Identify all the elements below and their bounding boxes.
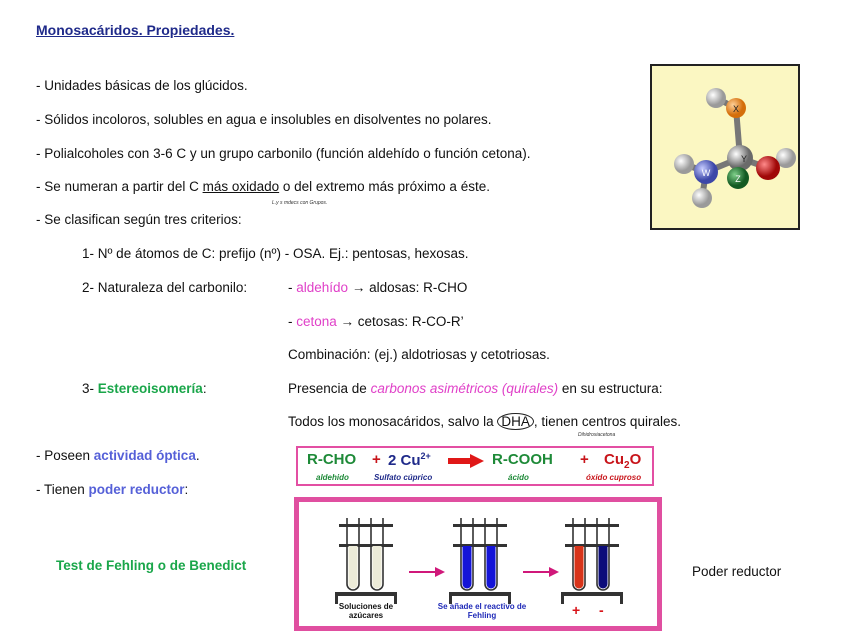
criterion-2-combination: Combinación: (ej.) aldotriosas y cetotriosas.: [288, 347, 550, 362]
oxygen-atom: [756, 156, 780, 180]
caption-add-fehling: [423, 602, 541, 620]
eq-term-oxide: [604, 451, 641, 471]
dha-handwritten-note: Dihidroxiacetona: [578, 432, 616, 438]
eq-oxide-o: O: [629, 451, 642, 468]
aldehido-word: aldehído: [296, 280, 349, 295]
hydrogen-atom: [706, 88, 726, 108]
c3-line1-paren-close: ): [553, 381, 559, 396]
reaction-arrow-icon: [448, 454, 484, 468]
c3-line1-colored: carbonos asimétricos: [370, 381, 499, 396]
caption-sugar-solutions: [327, 602, 405, 620]
c3-line2-suffix: , tienen centros quirales.: [533, 414, 681, 429]
fehling-test-diagram: [294, 497, 662, 631]
dha-circled: DHA: [497, 413, 534, 430]
tube-rack-1: [335, 518, 397, 604]
atom-x-label: X: [732, 104, 740, 114]
caption-1-line-2: azúcares: [348, 611, 384, 620]
criterion-3-prefix: 3-: [82, 381, 98, 396]
eq-label-acido: ácido: [508, 473, 529, 482]
reducing-power-label: Poder reductor: [692, 564, 782, 579]
c3-line2-prefix: Todos los monosacáridos, salvo la: [288, 414, 498, 429]
eq-term-copper: [388, 451, 431, 469]
aldehido-dash: -: [288, 280, 297, 295]
c3-line1-quirales: quirales: [506, 381, 554, 396]
eq-copper-charge: 2+: [420, 451, 431, 461]
result-positive-sign: +: [572, 602, 581, 618]
c3-line1-suffix: en su estructura:: [558, 381, 663, 396]
hydrogen-atom: [692, 188, 712, 208]
tube-rack-2: [449, 518, 511, 604]
reducer-suffix: :: [184, 482, 189, 497]
criterion-2-aldehido: [288, 280, 467, 295]
eq-label-oxido: óxido cuproso: [586, 473, 642, 482]
criterion-3-line2: [288, 414, 681, 429]
criterion-2-cetona: [288, 314, 464, 329]
eq-plus-1: +: [372, 451, 381, 468]
bullet-reducer: [36, 482, 188, 497]
caption-2-line-2: Fehling: [467, 611, 497, 620]
atom-w-label: W: [701, 168, 711, 178]
eq-oxide-cu: Cu: [604, 451, 624, 468]
tube-rack-3: [561, 518, 623, 604]
optical-suffix: .: [195, 448, 200, 463]
numbering-suffix: o del extremo más próximo a éste.: [279, 179, 490, 194]
caption-2-line-1: Se añade el reactivo de: [437, 602, 527, 611]
bullet-numbering: [36, 179, 490, 194]
numbering-highlight: más oxidado: [202, 179, 280, 194]
criterion-3-label: [82, 381, 207, 396]
numbering-prefix: - Se numeran a partir del C: [36, 179, 203, 194]
bullet-polyalcohols: - Polialcoholes con 3-6 C y un grupo carbonilo (función aldehído o función cetona).: [36, 146, 531, 161]
eq-term-acid: R-COOH: [492, 451, 553, 468]
bullet-optical: [36, 448, 200, 463]
atom-y-label: Y: [740, 154, 748, 164]
molecule-model-image: [650, 64, 800, 230]
eq-label-aldehido: aldehido: [316, 473, 349, 482]
eq-label-sulfato: Sulfato cúprico: [374, 473, 433, 482]
result-negative-sign: -: [599, 602, 604, 618]
cetona-dash: -: [288, 314, 297, 329]
eq-plus-2: +: [580, 451, 589, 468]
criterion-3-suffix: :: [202, 381, 207, 396]
molecule-model-drawing: [652, 66, 798, 228]
reducer-colored: poder reductor: [88, 482, 185, 497]
c3-line1-paren-open: (: [498, 381, 507, 396]
bullet-classify: - Se clasifican según tres criterios:: [36, 212, 242, 227]
atom-z-label: Z: [735, 174, 741, 184]
numbering-handwritten-note: L.y s mdecs con Grupos.: [272, 200, 328, 206]
arrow-right-icon: [523, 567, 559, 577]
eq-copper-text: 2 Cu: [388, 452, 421, 469]
criterion-3-line1: [288, 381, 662, 396]
optical-colored: actividad óptica: [93, 448, 196, 463]
c3-line1-prefix: Presencia de: [288, 381, 371, 396]
cetona-word: cetona: [296, 314, 337, 329]
caption-1-line-1: Soluciones de: [338, 602, 394, 611]
hydrogen-atom: [674, 154, 694, 174]
fehling-test-label: Test de Fehling o de Benedict: [56, 558, 247, 573]
eq-term-aldehyde: R-CHO: [307, 451, 357, 468]
bullet-basic-units: - Unidades básicas de los glúcidos.: [36, 78, 248, 93]
aldehido-rest: → aldosas: R-CHO: [348, 280, 468, 295]
page-title: Monosacáridos. Propiedades.: [36, 22, 235, 38]
eq-oxide-sub: 2: [624, 460, 630, 471]
reducer-prefix: - Tienen: [36, 482, 89, 497]
criterion-1: 1- Nº de átomos de C: prefijo (nº) - OSA. Ej.: pentosas, hexosas.: [82, 246, 469, 261]
criterion-2-label: 2- Naturaleza del carbonilo:: [82, 280, 248, 295]
criterion-3-colored: Estereoisomería: [97, 381, 203, 396]
arrow-right-icon: [409, 567, 445, 577]
optical-prefix: - Poseen: [36, 448, 94, 463]
fehling-equation-box: [296, 446, 654, 486]
bullet-solids: - Sólidos incoloros, solubles en agua e insolubles en disolventes no polares.: [36, 112, 492, 127]
cetona-rest: → cetosas: R-CO-R’: [336, 314, 464, 329]
